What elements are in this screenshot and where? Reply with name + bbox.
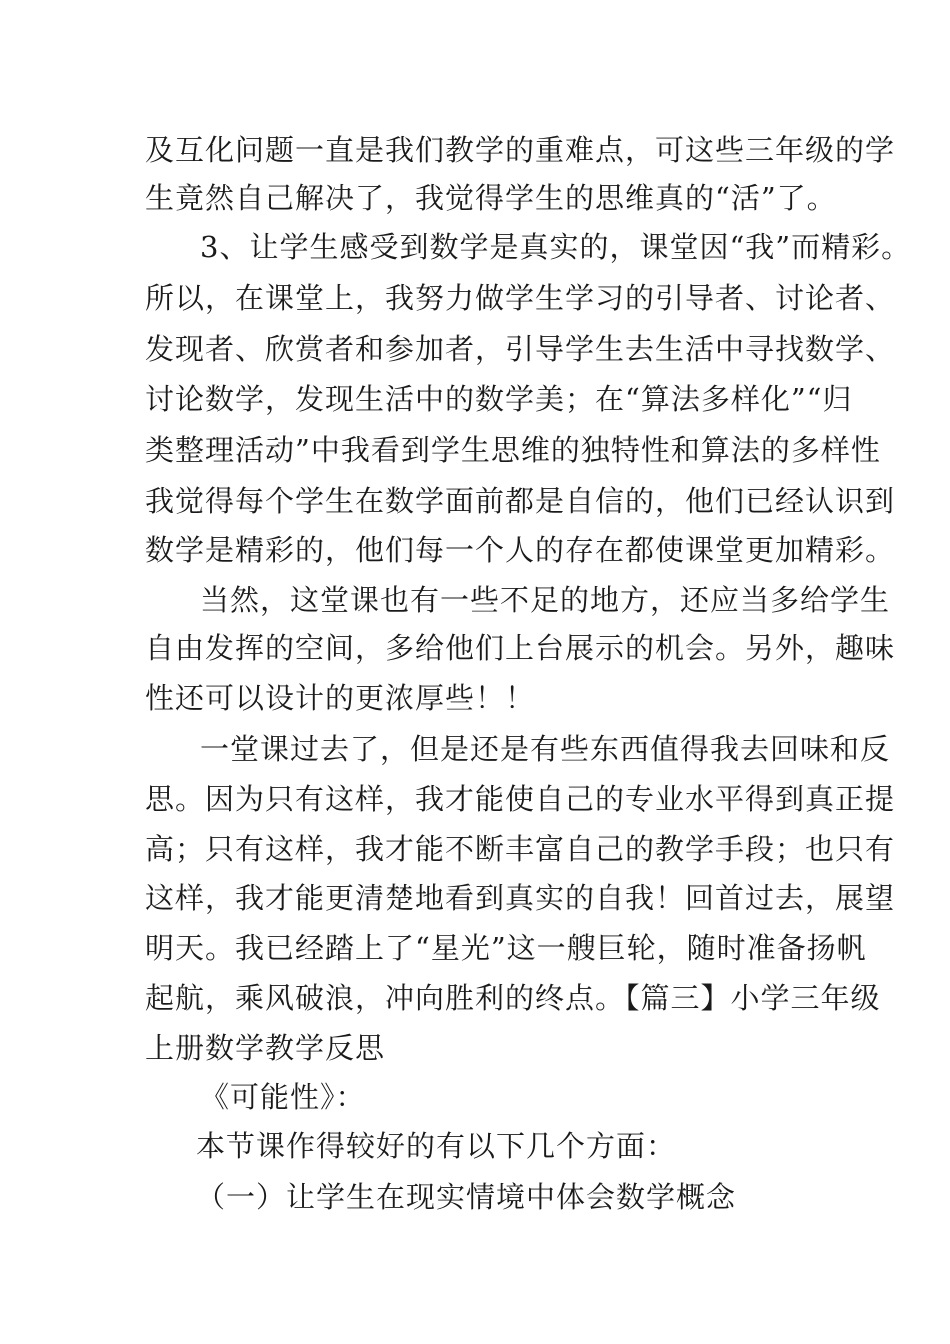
paragraph-line: 一堂课过去了，但是还是有些东西值得我去回味和反 <box>200 732 891 766</box>
paragraph-line: 高；只有这样，我才能不断丰富自己的教学手段；也只有 <box>145 832 896 866</box>
paragraph-line: 这样，我才能更清楚地看到真实的自我！回首过去，展望 <box>145 881 896 915</box>
paragraph-line: 及互化问题一直是我们教学的重难点，可这些三年级的学 <box>145 133 896 167</box>
paragraph-line: 所以，在课堂上，我努力做学生学习的引导者、讨论者、 <box>145 281 896 315</box>
paragraph-line: 起航，乘风破浪，冲向胜利的终点。【篇三】小学三年级 <box>145 981 881 1015</box>
paragraph-line: 思。因为只有这样，我才能使自己的专业水平得到真正提 <box>145 782 896 816</box>
paragraph-line: 讨论数学，发现生活中的数学美；在“算法多样化”“归 <box>145 382 853 416</box>
paragraph-line: 本节课作得较好的有以下几个方面： <box>196 1129 677 1163</box>
paragraph-line: 明天。我已经踏上了“星光”这一艘巨轮，随时准备扬帆 <box>145 931 867 965</box>
paragraph-line: 我觉得每个学生在数学面前都是自信的，他们已经认识到 <box>145 484 896 518</box>
paragraph-line: 数学是精彩的，他们每一个人的存在都使课堂更加精彩。 <box>145 533 896 567</box>
subheading: （一）让学生在现实情境中体会数学概念 <box>196 1180 737 1214</box>
paragraph-line: 生竟然自己解决了，我觉得学生的思维真的“活”了。 <box>145 181 837 215</box>
paragraph-line: 当然，这堂课也有一些不足的地方，还应当多给学生 <box>200 583 891 617</box>
paragraph-line: 3、让学生感受到数学是真实的，课堂因“我”而精彩。 <box>200 230 912 264</box>
section-title: 《可能性》： <box>200 1080 366 1114</box>
paragraph-line: 发现者、欣赏者和参加者，引导学生去生活中寻找数学、 <box>145 332 896 366</box>
paragraph-line: 自由发挥的空间，多给他们上台展示的机会。另外，趣味 <box>145 631 896 665</box>
paragraph-line: 类整理活动”中我看到学生思维的独特性和算法的多样性 <box>145 433 881 467</box>
paragraph-line: 性还可以设计的更浓厚些！！ <box>145 681 536 715</box>
paragraph-line: 上册数学教学反思 <box>145 1031 386 1065</box>
